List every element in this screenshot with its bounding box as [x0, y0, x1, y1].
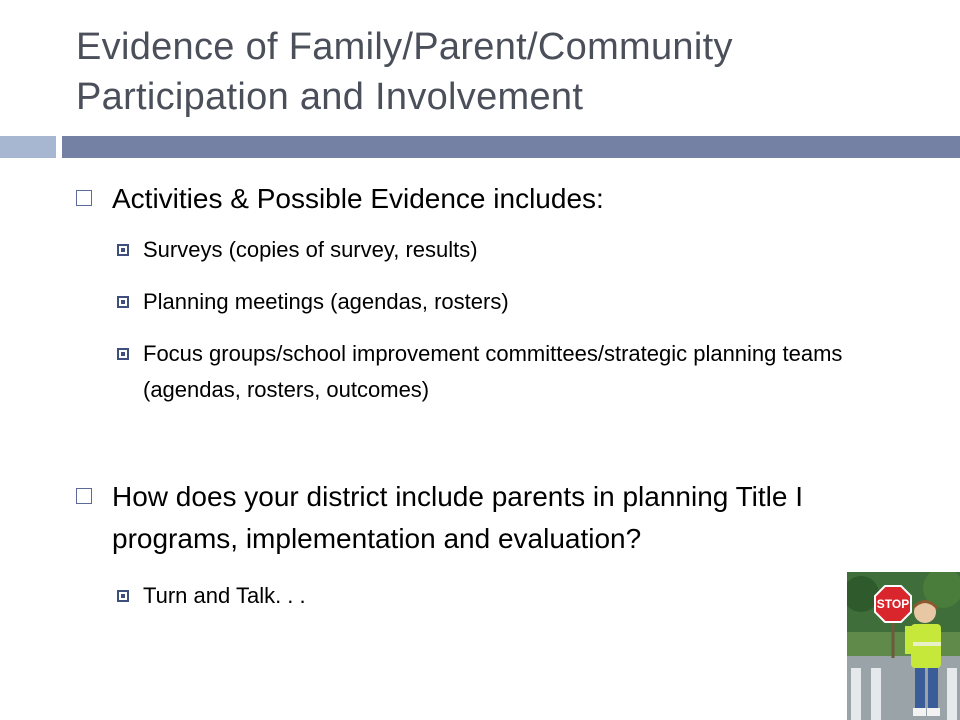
square-bullet-icon — [117, 244, 129, 256]
square-bullet-icon — [76, 190, 92, 206]
subitem-text: Surveys (copies of survey, results) — [143, 237, 478, 262]
crossing-guard-photo — [847, 572, 960, 720]
subitem-turn-and-talk — [143, 578, 743, 614]
stop-sign-text: STOP — [876, 597, 910, 611]
title-divider-bar — [62, 136, 960, 158]
bullet-district-question — [112, 476, 902, 560]
bullet-text: How does your district include parents in planning Title I programs, implementation and evaluation? — [112, 481, 804, 554]
slide-title: Evidence of Family/Parent/Community Participation and Involvement — [76, 26, 733, 118]
title-divider-accent — [0, 136, 56, 158]
subitem-focus-groups — [143, 336, 913, 408]
square-bullet-icon — [117, 590, 129, 602]
bullet-activities — [112, 178, 912, 220]
square-bullet-icon — [117, 348, 129, 360]
subitem-planning-meetings — [143, 284, 903, 320]
subitem-text: Turn and Talk. . . — [143, 583, 306, 608]
subitem-text: Planning meetings (agendas, rosters) — [143, 289, 509, 314]
square-bullet-icon — [117, 296, 129, 308]
crossing-guard-illustration — [847, 572, 960, 720]
subitem-text: Focus groups/school improvement committees/strategic planning teams (agendas, rosters, outcomes) — [143, 341, 843, 402]
subitem-surveys — [143, 232, 903, 268]
bullet-text: Activities & Possible Evidence includes: — [112, 183, 604, 214]
square-bullet-icon — [76, 488, 92, 504]
